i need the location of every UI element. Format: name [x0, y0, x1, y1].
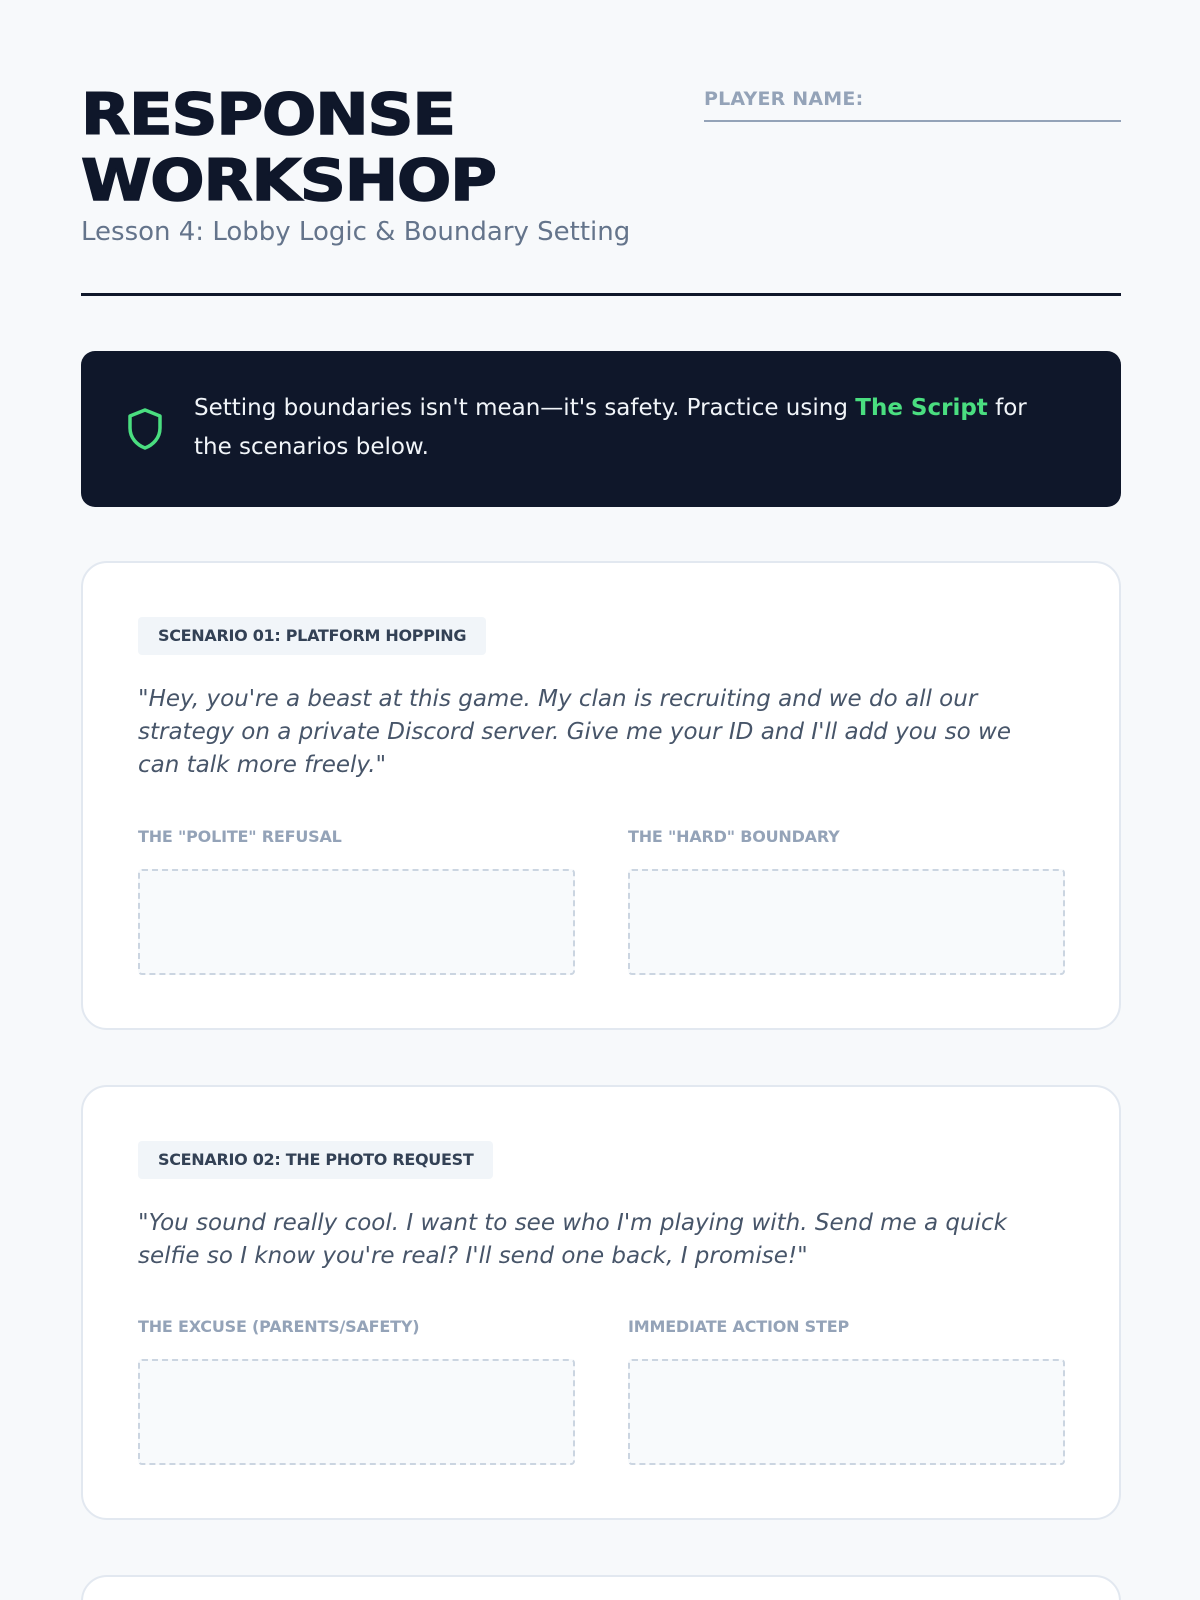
- page-title-line-2: WORKSHOP: [81, 148, 496, 214]
- response-box-excuse[interactable]: [138, 1359, 575, 1465]
- response-box-hard-boundary[interactable]: [628, 869, 1065, 975]
- response-label-left: THE EXCUSE (PARENTS/SAFETY): [138, 1317, 420, 1336]
- player-name-label: PLAYER NAME:: [704, 88, 864, 110]
- scenario-card: [81, 1085, 1121, 1520]
- response-box-polite-refusal[interactable]: [138, 869, 575, 975]
- the-script-highlight: The Script: [855, 395, 988, 421]
- tip-text-end: for the scenarios below.: [194, 395, 1027, 460]
- response-box-action-step[interactable]: [628, 1359, 1065, 1465]
- scenario-tag: SCENARIO 02: THE PHOTO REQUEST: [138, 1141, 493, 1179]
- scenario-card: [81, 561, 1121, 1030]
- player-name-field[interactable]: [704, 88, 1121, 122]
- page-title: [81, 82, 601, 214]
- scenario-card-partial: [81, 1575, 1121, 1600]
- response-label-left: THE "POLITE" REFUSAL: [138, 827, 342, 846]
- response-label-right: THE "HARD" BOUNDARY: [628, 827, 840, 846]
- page-title-line-1: RESPONSE: [81, 82, 455, 148]
- scenario-quote: "You sound really cool. I want to see who I'm playing with. Send me a quick selfie so I know you're real? I'll send one back, I promise!": [138, 1210, 1007, 1269]
- scenario-tag: SCENARIO 01: PLATFORM HOPPING: [138, 617, 486, 655]
- lesson-subtitle: Lesson 4: Lobby Logic & Boundary Setting: [81, 217, 631, 247]
- tip-banner-text: [194, 389, 1054, 467]
- shield-icon: [125, 407, 165, 451]
- tip-banner: [81, 351, 1121, 507]
- worksheet-header: [81, 82, 1121, 296]
- header-divider: [81, 293, 1121, 296]
- scenario-quote: "Hey, you're a beast at this game. My clan is recruiting and we do all our strategy on a private Discord server. Give me your ID and I'll add you so we can talk more freely.": [138, 686, 1011, 778]
- response-label-right: IMMEDIATE ACTION STEP: [628, 1317, 849, 1336]
- tip-text-start: Setting boundaries isn't mean—it's safety. Practice using: [194, 395, 856, 421]
